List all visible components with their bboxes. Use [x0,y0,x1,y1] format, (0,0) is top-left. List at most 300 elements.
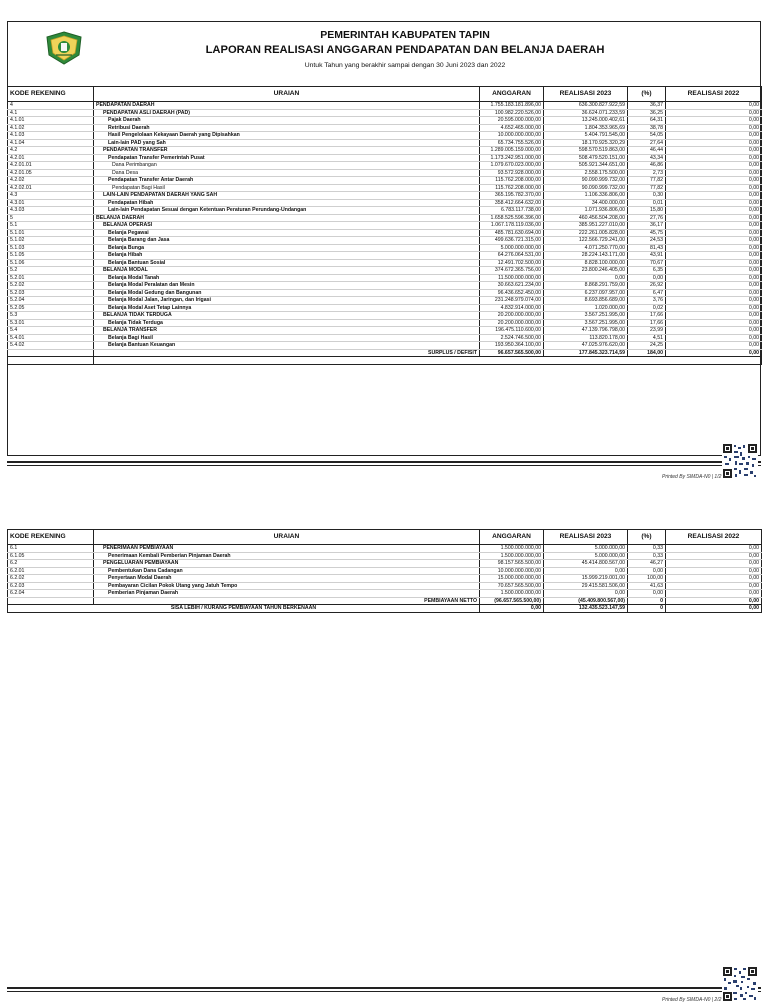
realization-2023: 13.245.000.402,61 [544,117,628,125]
account-code: 5.2 [8,267,94,275]
account-code: 4.3.01 [8,199,94,207]
realization-2023: 28.224.143.171,00 [544,252,628,260]
realization-2022: 0,00 [666,117,762,125]
col-realisasi-2022: REALISASI 2022 [666,87,762,102]
table-row [8,222,762,230]
account-description: Belanja Bantuan Sosial [94,259,480,267]
realization-2022: 0,00 [666,169,762,177]
realization-2023: 18.170.925.320,29 [544,139,628,147]
table-row [8,297,762,305]
account-description: Belanja Pegawai [94,229,480,237]
account-description: Pendapatan Transfer Antar Daerah [94,177,480,185]
realization-2023: 3.567.251.995,00 [544,312,628,320]
realization-percent: 0,00 [628,274,666,282]
realization-2022: 0,00 [666,252,762,260]
realization-percent: 77,82 [628,184,666,192]
realization-2023: 15.999.219.001,00 [544,575,628,583]
realization-2022: 0,00 [666,222,762,230]
realization-2022: 0,00 [666,207,762,215]
account-code: 5.1.01 [8,229,94,237]
account-code: 4.2.01.01 [8,162,94,170]
page-divider-top [7,461,761,463]
realization-2022: 0,00 [666,590,762,598]
budget-amount: 1.289.005.159.000,00 [480,147,544,155]
realization-2022: 0,00 [666,139,762,147]
account-description: Dana Perimbangan [94,162,480,170]
account-description: Pembayaran Cicilan Pokok Utang yang Jatuh Tempo [94,582,480,590]
silpa-label: SISA LEBIH / KURANG PEMBIAYAAN TAHUN BERKENAAN [8,605,480,613]
account-description: Belanja Modal Peralatan dan Mesin [94,282,480,290]
financing-table [7,529,762,613]
realization-2022: 0,00 [666,214,762,222]
surplus-label: SURPLUS / DEFISIT [94,349,480,357]
table-row [8,214,762,222]
budget-amount: 1.500.000.000,00 [480,590,544,598]
account-description: Belanja Tidak Terduga [94,319,480,327]
account-code: 4.1 [8,109,94,117]
table-row [8,169,762,177]
realization-percent: 0,02 [628,304,666,312]
realization-percent: 43,34 [628,154,666,162]
report-title: LAPORAN REALISASI ANGGARAN PENDAPATAN DAN BELANJA DAERAH [205,44,605,56]
budget-amount: 5.000.000.000,00 [480,244,544,252]
realization-percent: 26,92 [628,282,666,290]
realization-2023: 4.071.250.770,00 [544,244,628,252]
realization-percent: 46,27 [628,560,666,568]
table-row [8,124,762,132]
blank-row [8,357,762,365]
budget-amount: 100.982.220.526,00 [480,109,544,117]
netto-label: PEMBIAYAAN NETTO [94,597,480,605]
realization-2022: 0,00 [666,582,762,590]
account-description: Pajak Daerah [94,117,480,125]
account-description: Belanja Hibah [94,252,480,260]
account-description: Dana Desa [94,169,480,177]
account-description: Pendapatan Bagi Hasil [94,184,480,192]
account-code: 4.1.03 [8,132,94,140]
account-description: BELANJA TRANSFER [94,327,480,335]
account-code: 4.1.01 [8,117,94,125]
account-code: 5.3 [8,312,94,320]
qr-code-1 [722,443,758,479]
budget-amount: 1.079.670.023.000,00 [480,162,544,170]
budget-amount: 193.950.364.100,00 [480,342,544,350]
budget-amount: 115.762.208.000,00 [480,177,544,185]
account-code: 6.1 [8,545,94,553]
budget-amount: 1.658.525.596.396,00 [480,214,544,222]
account-code: 4.2.01.05 [8,169,94,177]
account-code: 6.2 [8,560,94,568]
col-kode-rekening: KODE REKENING [8,87,94,102]
budget-amount: 70.657.565.500,00 [480,582,544,590]
realization-percent: 0,30 [628,192,666,200]
realization-percent: 36,17 [628,222,666,230]
account-description: Belanja Barang dan Jasa [94,237,480,245]
realization-2022: 0,00 [666,192,762,200]
realization-2023: 90.090.999.732,00 [544,177,628,185]
account-code: 4.2.02 [8,177,94,185]
account-description: LAIN-LAIN PENDAPATAN DAERAH YANG SAH [94,192,480,200]
realization-2023: 23.800.246.405,00 [544,267,628,275]
account-description: BELANJA OPERASI [94,222,480,230]
table-row [8,207,762,215]
budget-amount: 12.491.702.500,00 [480,259,544,267]
realization-2022: 0,00 [666,289,762,297]
realization-percent: 45,75 [628,229,666,237]
budget-amount: 358.412.664.632,00 [480,199,544,207]
realization-2022: 0,00 [666,237,762,245]
col-anggaran: ANGGARAN [480,87,544,102]
table-row [8,252,762,260]
budget-amount: 11.500.000.000,00 [480,274,544,282]
table-row [8,545,762,553]
realization-percent: 2,73 [628,169,666,177]
table-row [8,560,762,568]
account-description: Retribusi Daerah [94,124,480,132]
realization-2022: 0,00 [666,154,762,162]
budget-amount: 15.000.000.000,00 [480,575,544,583]
account-code: 6.2.02 [8,575,94,583]
realization-2022: 0,00 [666,567,762,575]
table-row [8,132,762,140]
budget-amount: 64.276.064.531,00 [480,252,544,260]
silpa-row [8,605,762,613]
budget-amount: 96.436.652.450,00 [480,289,544,297]
realization-percent: 0,00 [628,567,666,575]
account-code: 5.1.02 [8,237,94,245]
table-row [8,229,762,237]
realization-2022: 0,00 [666,147,762,155]
realization-2022: 0,00 [666,132,762,140]
budget-amount: 4.652.465.000,00 [480,124,544,132]
report-period: Untuk Tahun yang berakhir sampai dengan 30 Juni 2023 dan 2022 [304,62,506,69]
qr-code-2 [722,966,758,1002]
table-row [8,312,762,320]
account-code: 5.2.05 [8,304,94,312]
account-description: Belanja Bantuan Keuangan [94,342,480,350]
realization-2023: 36.624.071.233,59 [544,109,628,117]
account-code: 5.3.01 [8,319,94,327]
realization-percent: 3,76 [628,297,666,305]
account-code: 6.1.05 [8,552,94,560]
table-row [8,334,762,342]
table-row [8,109,762,117]
account-code: 4 [8,102,94,110]
surplus-anggaran: 96.657.565.500,00 [480,349,544,357]
budget-amount: 365.195.782.370,00 [480,192,544,200]
account-code: 5.2.04 [8,297,94,305]
col-anggaran: ANGGARAN [480,530,544,545]
account-description: PENDAPATAN DAERAH [94,102,480,110]
account-code: 5.1 [8,222,94,230]
account-code: 5.2.03 [8,289,94,297]
realization-percent: 24,25 [628,342,666,350]
account-code: 5.4.02 [8,342,94,350]
account-code: 4.2.02.01 [8,184,94,192]
realization-2023: 5.000.000,00 [544,545,628,553]
account-description: PENERIMAAN PEMBIAYAAN [94,545,480,553]
account-description: Belanja Modal Tanah [94,274,480,282]
account-code: 4.3 [8,192,94,200]
realization-2023: 122.566.729.241,00 [544,237,628,245]
page-divider-2-top [7,987,761,989]
account-code: 6.2.04 [8,590,94,598]
table-row [8,267,762,275]
realization-2022: 0,00 [666,244,762,252]
netto-persen: 0 [628,597,666,605]
account-description: Lain-lain Pendapatan Sesuai dengan Ketentuan Peraturan Perundang-Undangan [94,207,480,215]
budget-amount: 1.755.183.181.896,00 [480,102,544,110]
account-description: Pembentukan Dana Cadangan [94,567,480,575]
account-code: 4.1.02 [8,124,94,132]
col-persen: (%) [628,87,666,102]
realization-percent: 15,80 [628,207,666,215]
realization-2022: 0,00 [666,102,762,110]
realization-percent: 43,91 [628,252,666,260]
table-row [8,162,762,170]
realization-2023: 1.020.000,00 [544,304,628,312]
account-description: BELANJA TIDAK TERDUGA [94,312,480,320]
account-description: Belanja Modal Gedung dan Bangunan [94,289,480,297]
account-code: 6.2.03 [8,582,94,590]
budget-realization-table [7,86,762,365]
budget-amount: 1.500.000.000,00 [480,552,544,560]
realization-2022: 0,00 [666,312,762,320]
realization-2022: 0,00 [666,259,762,267]
realization-2023: 222.261.005.828,00 [544,229,628,237]
realization-2022: 0,00 [666,575,762,583]
silpa-persen: 0 [628,605,666,613]
account-code: 5.1.05 [8,252,94,260]
realization-2023: 5.000.000,00 [544,552,628,560]
budget-amount: 30.663.621.234,00 [480,282,544,290]
silpa-anggaran: 0,00 [480,605,544,613]
table-row [8,590,762,598]
budget-amount: 1.500.000.000,00 [480,545,544,553]
budget-amount: 65.734.755.526,00 [480,139,544,147]
realization-2023: 505.921.344.651,00 [544,162,628,170]
account-description: Lain-lain PAD yang Sah [94,139,480,147]
account-description: Belanja Bagi Hasil [94,334,480,342]
realization-percent: 17,66 [628,312,666,320]
realization-percent: 41,63 [628,582,666,590]
surplus-realisasi-prev: 0,00 [666,349,762,357]
realization-percent: 54,05 [628,132,666,140]
realization-2023: 508.479.520.151,00 [544,154,628,162]
realization-2023: 6.237.097.957,00 [544,289,628,297]
account-code: 4.1.04 [8,139,94,147]
account-code: 5.4 [8,327,94,335]
silpa-realisasi: 132.435.523.147,59 [544,605,628,613]
realization-2022: 0,00 [666,199,762,207]
realization-2023: 1.106.336.806,00 [544,192,628,200]
col-kode-rekening: KODE REKENING [8,530,94,545]
table-row [8,582,762,590]
realization-2023: 460.456.504.208,00 [544,214,628,222]
table-row [8,244,762,252]
realization-2023: 598.570.519.863,00 [544,147,628,155]
realization-2022: 0,00 [666,327,762,335]
surplus-row [8,349,762,357]
account-code: 5.2.02 [8,282,94,290]
realization-2022: 0,00 [666,334,762,342]
account-code: 5 [8,214,94,222]
realization-2023: 47.025.976.620,00 [544,342,628,350]
realization-2022: 0,00 [666,304,762,312]
budget-amount: 93.572.928.000,00 [480,169,544,177]
table-row [8,117,762,125]
netto-anggaran: (96.657.565.500,00) [480,597,544,605]
realization-percent: 64,31 [628,117,666,125]
surplus-persen: 184,00 [628,349,666,357]
realization-percent: 0,33 [628,552,666,560]
realization-2022: 0,00 [666,342,762,350]
account-description: PENGELUARAN PEMBIAYAAN [94,560,480,568]
realization-2022: 0,00 [666,282,762,290]
account-description: PENDAPATAN ASLI DAERAH (PAD) [94,109,480,117]
realization-2022: 0,00 [666,319,762,327]
netto-row [8,597,762,605]
table-row [8,177,762,185]
realization-2022: 0,00 [666,274,762,282]
account-code: 5.1.03 [8,244,94,252]
realization-percent: 0,33 [628,545,666,553]
table-row [8,282,762,290]
realization-2023: 2.558.175.500,00 [544,169,628,177]
budget-amount: 499.636.721.315,00 [480,237,544,245]
realization-percent: 0,00 [628,590,666,598]
realization-2022: 0,00 [666,177,762,185]
col-persen: (%) [628,530,666,545]
realization-2023: 45.414.800.567,00 [544,560,628,568]
table-row [8,552,762,560]
realization-percent: 24,53 [628,237,666,245]
realization-percent: 17,66 [628,319,666,327]
account-code: 5.1.06 [8,259,94,267]
col-uraian: URAIAN [94,530,480,545]
realization-2022: 0,00 [666,545,762,553]
realization-2023: 1.804.353.965,69 [544,124,628,132]
realization-percent: 100,00 [628,575,666,583]
realization-percent: 6,35 [628,267,666,275]
budget-amount: 4.832.914.000,00 [480,304,544,312]
realization-2022: 0,00 [666,267,762,275]
budget-amount: 196.475.110.600,00 [480,327,544,335]
realization-2023: 8.828.100.000,00 [544,259,628,267]
realization-percent: 23,99 [628,327,666,335]
realization-2023: 90.090.999.732,00 [544,184,628,192]
table-row [8,147,762,155]
budget-amount: 2.524.746.500,00 [480,334,544,342]
realization-percent: 27,76 [628,214,666,222]
realization-percent: 36,25 [628,109,666,117]
realization-percent: 38,78 [628,124,666,132]
table-row [8,327,762,335]
table-row [8,184,762,192]
realization-2023: 0,00 [544,274,628,282]
budget-amount: 10.000.000.000,00 [480,132,544,140]
realization-2022: 0,00 [666,552,762,560]
account-code: 6.2.01 [8,567,94,575]
account-code: 5.2.01 [8,274,94,282]
col-realisasi-2023: REALISASI 2023 [544,530,628,545]
account-description: Belanja Modal Aset Tetap Lainnya [94,304,480,312]
realization-percent: 46,44 [628,147,666,155]
realization-percent: 4,51 [628,334,666,342]
page-divider-2-bottom [7,991,761,992]
account-description: BELANJA MODAL [94,267,480,275]
account-description: Pemberian Pinjaman Daerah [94,590,480,598]
realization-2023: 113.820.178,00 [544,334,628,342]
col-uraian: URAIAN [94,87,480,102]
realization-2023: 29.415.581.506,00 [544,582,628,590]
budget-amount: 231.248.979.074,00 [480,297,544,305]
budget-amount: 374.672.365.756,00 [480,267,544,275]
realization-percent: 36,37 [628,102,666,110]
header-government-name: PEMERINTAH KABUPATEN TAPIN [320,29,490,41]
table-row [8,237,762,245]
account-code: 4.2 [8,147,94,155]
netto-realisasi: (45.409.800.567,00) [544,597,628,605]
table-row [8,289,762,297]
realization-percent: 6,47 [628,289,666,297]
realization-2022: 0,00 [666,297,762,305]
table-row [8,342,762,350]
printed-by-footer-1: Printed By SIMDA-N0 | 1/2 [662,474,722,480]
account-code: 4.2.01 [8,154,94,162]
account-description: Pendapatan Hibah [94,199,480,207]
budget-amount: 1.067.178.119.036,00 [480,222,544,230]
realization-2023: 0,00 [544,590,628,598]
realization-2022: 0,00 [666,109,762,117]
account-description: PENDAPATAN TRANSFER [94,147,480,155]
realization-2022: 0,00 [666,184,762,192]
budget-amount: 1.173.242.951.000,00 [480,154,544,162]
col-realisasi-2022: REALISASI 2022 [666,530,762,545]
realization-2022: 0,00 [666,162,762,170]
realization-2023: 3.567.251.995,00 [544,319,628,327]
table-row [8,274,762,282]
budget-amount: 98.157.565.500,00 [480,560,544,568]
regency-emblem-logo [44,31,84,65]
realization-2023: 8.693.856.689,00 [544,297,628,305]
table-row [8,154,762,162]
table-row [8,304,762,312]
account-description: Penyertaan Modal Daerah [94,575,480,583]
table-row [8,259,762,267]
realization-2023: 636.300.827.922,59 [544,102,628,110]
realization-percent: 81,43 [628,244,666,252]
budget-amount: 20.595.000.000,00 [480,117,544,125]
budget-amount: 20.200.000.000,00 [480,319,544,327]
budget-amount: 6.783.117.738,00 [480,207,544,215]
table-row [8,102,762,110]
realization-2022: 0,00 [666,229,762,237]
realization-percent: 70,67 [628,259,666,267]
account-description: BELANJA DAERAH [94,214,480,222]
budget-amount: 115.762.208.000,00 [480,184,544,192]
table-row [8,567,762,575]
silpa-realisasi-prev: 0,00 [666,605,762,613]
budget-amount: 20.200.000.000,00 [480,312,544,320]
surplus-realisasi: 177.845.323.714,59 [544,349,628,357]
table-row [8,139,762,147]
col-realisasi-2023: REALISASI 2023 [544,87,628,102]
account-code: 5.4.01 [8,334,94,342]
table-row [8,199,762,207]
page-divider-bottom [7,465,761,466]
realization-2023: 47.139.796.798,00 [544,327,628,335]
